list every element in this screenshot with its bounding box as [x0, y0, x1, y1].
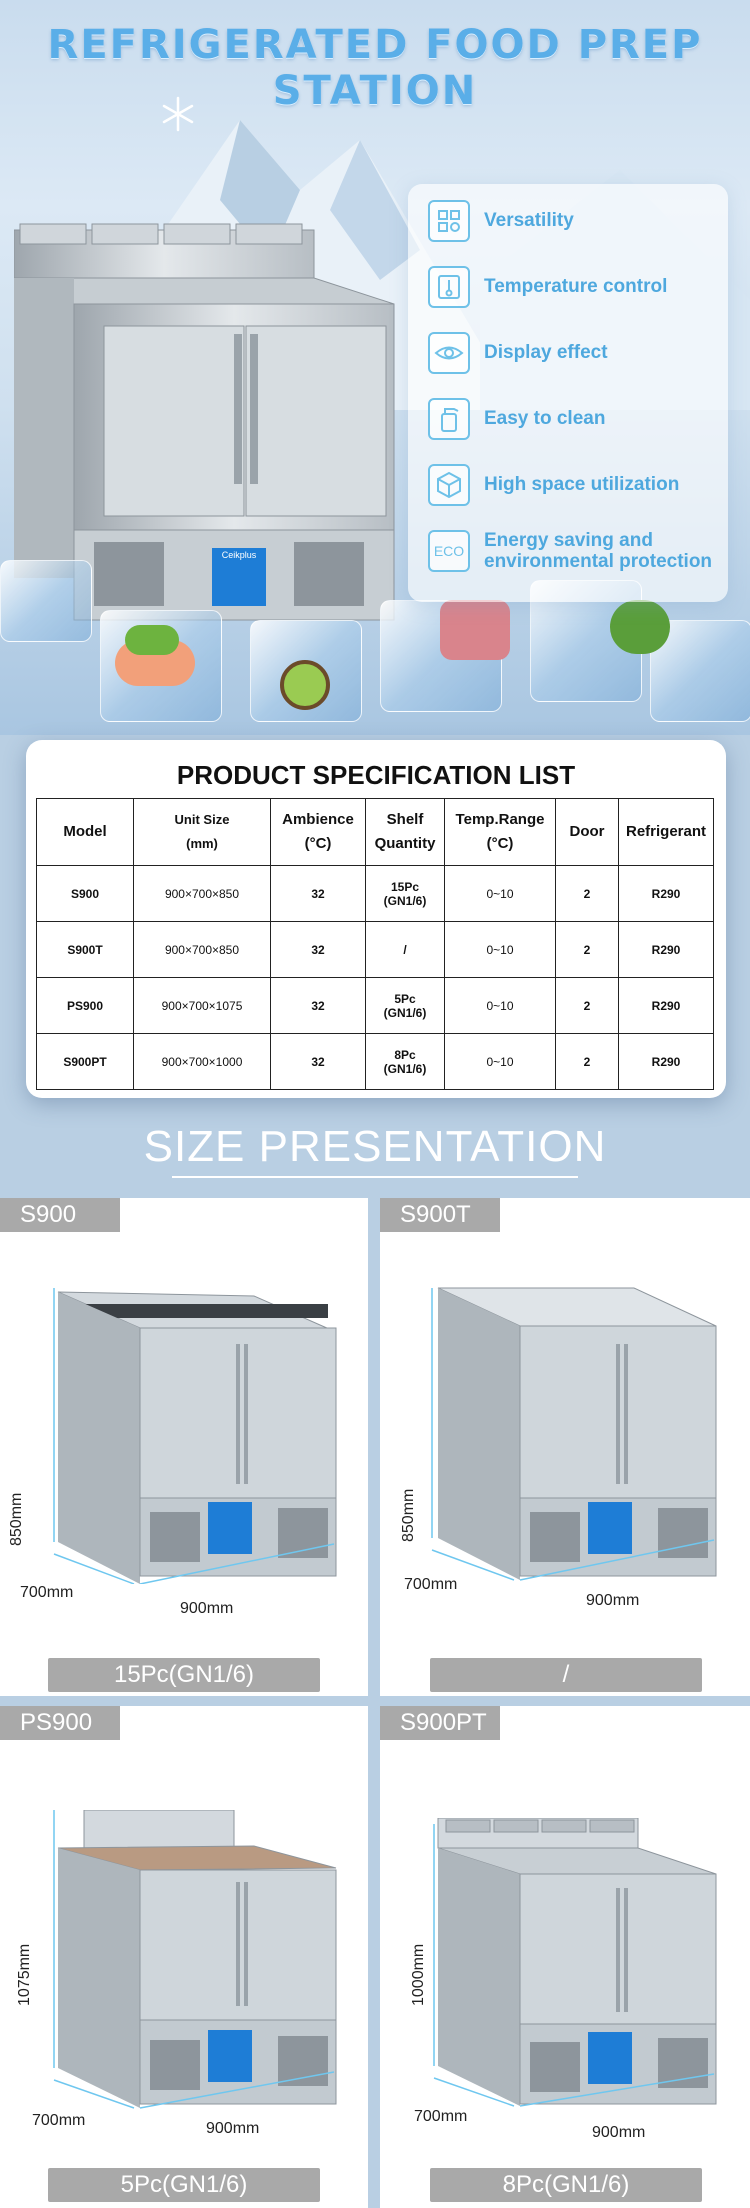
table-header-row	[37, 799, 714, 866]
brand-label: Ceikplus	[221, 550, 257, 560]
model-tag: S900	[0, 1198, 120, 1232]
broccoli-image	[610, 600, 670, 654]
column-header: Unit Size (mm)	[134, 799, 271, 866]
grid-icon	[428, 200, 470, 242]
cell-temp: 0~10	[445, 922, 556, 978]
width-dimension: 900mm	[206, 2120, 260, 2137]
table-row	[37, 922, 714, 978]
hero-banner	[0, 0, 750, 735]
depth-dimension: 700mm	[20, 1584, 74, 1601]
cell-refrigerant: R290	[619, 866, 714, 922]
cell-temp: 0~10	[445, 1034, 556, 1090]
cell-ambience: 32	[271, 978, 366, 1034]
capacity-caption: /	[430, 1658, 702, 1692]
height-dimension: 850mm	[8, 1492, 25, 1546]
spec-table	[36, 798, 714, 1090]
column-header: Door	[556, 799, 619, 866]
lettuce-image	[125, 625, 179, 655]
cell-door: 2	[556, 978, 619, 1034]
column-header: Ambience (°C)	[271, 799, 366, 866]
cell-size: 900×700×1000	[134, 1034, 271, 1090]
product-image-s900t	[424, 1284, 724, 1584]
cell-ambience: 32	[271, 1034, 366, 1090]
ice-cube	[0, 560, 92, 642]
model-tag: S900T	[380, 1198, 500, 1232]
capacity-caption: 15Pc(GN1/6)	[48, 1658, 320, 1692]
size-panel-s900	[0, 1198, 368, 1696]
size-panel-s900pt	[380, 1706, 750, 2208]
cell-model: S900	[37, 866, 134, 922]
feature-label: Display effect	[484, 342, 608, 363]
cell-shelf: 5Pc (GN1/6)	[366, 978, 445, 1034]
feature-label: Energy saving and environmental protection	[484, 530, 713, 572]
model-tag: PS900	[0, 1706, 120, 1740]
feature-label: High space utilization	[484, 474, 680, 495]
cell-door: 2	[556, 866, 619, 922]
cell-shelf: 15Pc (GN1/6)	[366, 866, 445, 922]
column-header: Refrigerant	[619, 799, 714, 866]
cell-model: S900T	[37, 922, 134, 978]
table-row	[37, 866, 714, 922]
feature-item	[428, 464, 728, 514]
column-header: Model	[37, 799, 134, 866]
hero-title: REFRIGERATED FOOD PREP STATION	[47, 22, 703, 114]
feature-item	[428, 200, 728, 250]
cell-size: 900×700×850	[134, 922, 271, 978]
cell-temp: 0~10	[445, 978, 556, 1034]
size-panel-s900t	[380, 1198, 750, 1696]
thermometer-icon	[428, 266, 470, 308]
model-tag: S900PT	[380, 1706, 500, 1740]
capacity-caption: 8Pc(GN1/6)	[430, 2168, 702, 2202]
feature-label: Easy to clean	[484, 408, 606, 429]
snowflake-icon	[160, 96, 196, 132]
feature-label: Versatility	[484, 210, 574, 231]
cell-refrigerant: R290	[619, 1034, 714, 1090]
cell-size: 900×700×850	[134, 866, 271, 922]
cell-ambience: 32	[271, 866, 366, 922]
size-section-title: SIZE PRESENTATION	[143, 1122, 607, 1171]
cell-model: PS900	[37, 978, 134, 1034]
column-header: Temp.Range (°C)	[445, 799, 556, 866]
table-row	[37, 1034, 714, 1090]
eco-icon: ECO	[428, 530, 470, 572]
cell-ambience: 32	[271, 922, 366, 978]
cell-refrigerant: R290	[619, 978, 714, 1034]
feature-list-card	[408, 184, 728, 602]
depth-dimension: 700mm	[32, 2112, 86, 2129]
cell-shelf: 8Pc (GN1/6)	[366, 1034, 445, 1090]
size-panel-ps900	[0, 1706, 368, 2208]
title-underline	[172, 1176, 578, 1178]
height-dimension: 1000mm	[410, 1943, 427, 2006]
product-image-s900	[44, 1284, 344, 1584]
cell-door: 2	[556, 922, 619, 978]
height-dimension: 850mm	[400, 1488, 417, 1542]
table-row	[37, 978, 714, 1034]
depth-dimension: 700mm	[414, 2108, 468, 2125]
column-header: Shelf Quantity	[366, 799, 445, 866]
feature-item	[428, 398, 728, 448]
cube-icon	[428, 464, 470, 506]
depth-dimension: 700mm	[404, 1576, 458, 1593]
cell-door: 2	[556, 1034, 619, 1090]
height-dimension: 1075mm	[16, 1943, 33, 2006]
spec-card	[26, 740, 726, 1098]
cell-temp: 0~10	[445, 866, 556, 922]
cell-refrigerant: R290	[619, 922, 714, 978]
feature-item	[428, 266, 728, 316]
feature-item	[428, 332, 728, 382]
eye-icon	[428, 332, 470, 374]
cell-shelf: /	[366, 922, 445, 978]
feature-item	[428, 530, 728, 580]
product-image-s900pt	[424, 1818, 724, 2108]
cell-model: S900PT	[37, 1034, 134, 1090]
feature-label: Temperature control	[484, 276, 668, 297]
width-dimension: 900mm	[180, 1600, 234, 1617]
capacity-caption: 5Pc(GN1/6)	[48, 2168, 320, 2202]
cell-size: 900×700×1075	[134, 978, 271, 1034]
spec-title: PRODUCT SPECIFICATION LIST	[176, 760, 576, 790]
meat-image	[440, 600, 510, 660]
spray-bottle-icon	[428, 398, 470, 440]
width-dimension: 900mm	[586, 1592, 640, 1609]
kiwi-image	[280, 660, 330, 710]
product-image-ps900	[44, 1810, 344, 2110]
width-dimension: 900mm	[592, 2124, 646, 2141]
